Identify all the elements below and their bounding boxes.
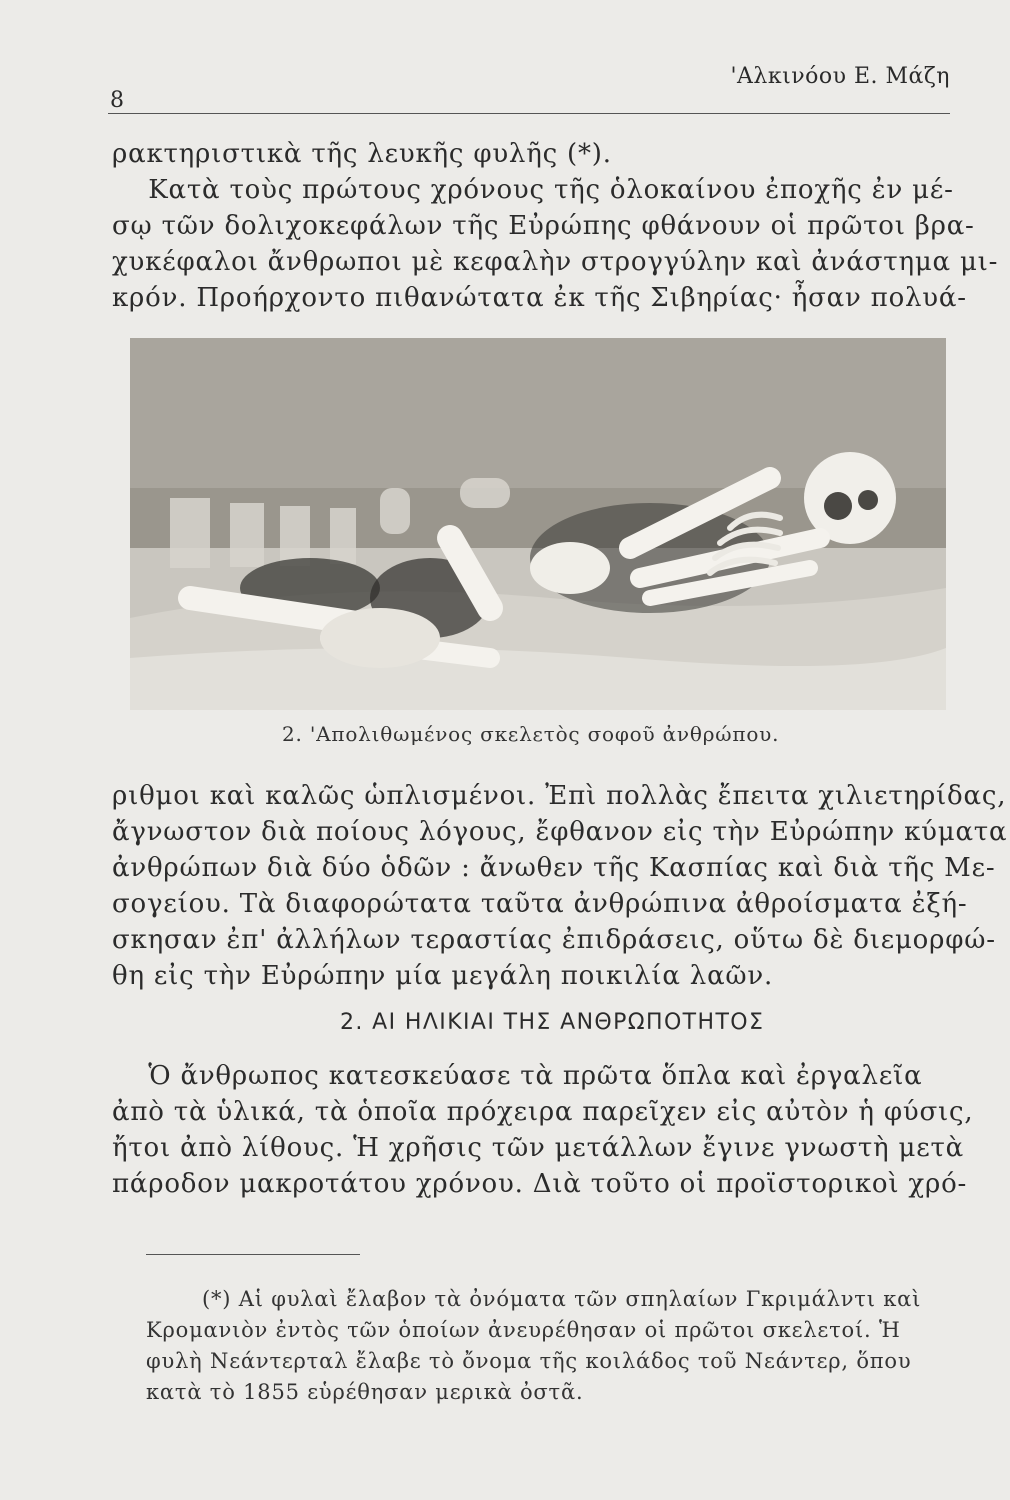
header-rule <box>108 113 950 114</box>
text-line: θη εἰς τὴν Εὐρώπην μία μεγάλη ποικιλία λαῶν. <box>112 961 774 991</box>
page-number: 8 <box>110 88 124 113</box>
skeleton-photo-illustration <box>130 338 946 710</box>
section-heading: 2. ΑΙ ΗΛΙΚΙΑΙ ΤΗΣ ΑΝΘΡΩΠΟΤΗΤΟΣ <box>340 1010 765 1035</box>
text-line: ἄγνωστον διὰ ποίους λόγους, ἔφθανον εἰς τὴν Εὐρώπην κύματα <box>112 817 1008 847</box>
running-head: 'Αλκινόου Ε. Μάζη <box>730 64 950 89</box>
paragraph-intro <box>112 136 999 316</box>
text-line: ἀνθρώπων διὰ δύο ὁδῶν : ἄνωθεν τῆς Κασπίας καὶ διὰ τῆς Με- <box>112 853 996 883</box>
footnote-line: (*) Αἱ φυλαὶ ἔλαβον τὰ ὀνόματα τῶν σπηλαίων Γκριμάλντι καὶ <box>202 1287 922 1311</box>
text-line: Κατὰ τοὺς πρώτους χρόνους τῆς ὁλοκαίνου ἐποχῆς ἐν μέ- <box>112 175 954 205</box>
text-line: Ὁ ἄνθρωπος κατεσκεύασε τὰ πρῶτα ὅπλα καὶ ἐργαλεῖα <box>112 1061 923 1091</box>
footnote-line: φυλὴ Νεάντερταλ ἔλαβε τὸ ὄνομα τῆς κοιλάδος τοῦ Νεάντερ, ὅπου <box>146 1349 912 1373</box>
footnote-line: Κρομανιὸν ἐντὸς τῶν ὁποίων ἀνευρέθησαν οἱ πρῶτοι σκελετοί. Ἡ <box>146 1318 901 1342</box>
text-line: σκησαν ἐπ' ἀλλήλων τεραστίας ἐπιδράσεις, οὕτω δὲ διεμορφώ- <box>112 925 996 955</box>
skeleton-photograph <box>130 338 946 710</box>
text-line: πάροδον μακροτάτου χρόνου. Διὰ τοῦτο οἱ προϊστορικοὶ χρό- <box>112 1169 968 1199</box>
footnote <box>146 1284 976 1408</box>
text-line: κρόν. Προήρχοντο πιθανώτατα ἐκ τῆς Σιβηρίας· ἦσαν πολυά- <box>112 283 967 313</box>
text-line: ριθμοι καὶ καλῶς ὡπλισμένοι. Ἐπὶ πολλὰς ἔπειτα χιλιετηρίδας, <box>112 781 1007 811</box>
text-line: σῳ τῶν δολιχοκεφάλων τῆς Εὐρώπης φθάνουν οἱ πρῶτοι βρα- <box>112 211 975 241</box>
figure-caption: 2. 'Απολιθωμένος σκελετὸς σοφοῦ ἀνθρώπου. <box>282 722 780 746</box>
paragraph-migrations <box>112 778 1008 994</box>
text-line: χυκέφαλοι ἄνθρωποι μὲ κεφαλὴν στρογγύλην καὶ ἀνάστημα μι- <box>112 247 999 277</box>
paragraph-ages <box>112 1058 974 1202</box>
text-line: ἀπὸ τὰ ὑλικά, τὰ ὁποῖα πρόχειρα παρεῖχεν εἰς αὐτὸν ἡ φύσις, <box>112 1097 974 1127</box>
text-line: ἤτοι ἀπὸ λίθους. Ἡ χρῆσις τῶν μετάλλων ἔγινε γνωστὴ μετὰ <box>112 1133 965 1163</box>
page-header <box>108 62 950 114</box>
footnote-line: κατὰ τὸ 1855 εὑρέθησαν μερικὰ ὀστᾶ. <box>146 1380 584 1404</box>
text-line: σογείου. Τὰ διαφορώτατα ταῦτα ἀνθρώπινα ἀθροίσματα ἐξή- <box>112 889 968 919</box>
footnote-rule <box>146 1254 360 1255</box>
text-line: ρακτηριστικὰ τῆς λευκῆς φυλῆς (*). <box>112 139 612 169</box>
